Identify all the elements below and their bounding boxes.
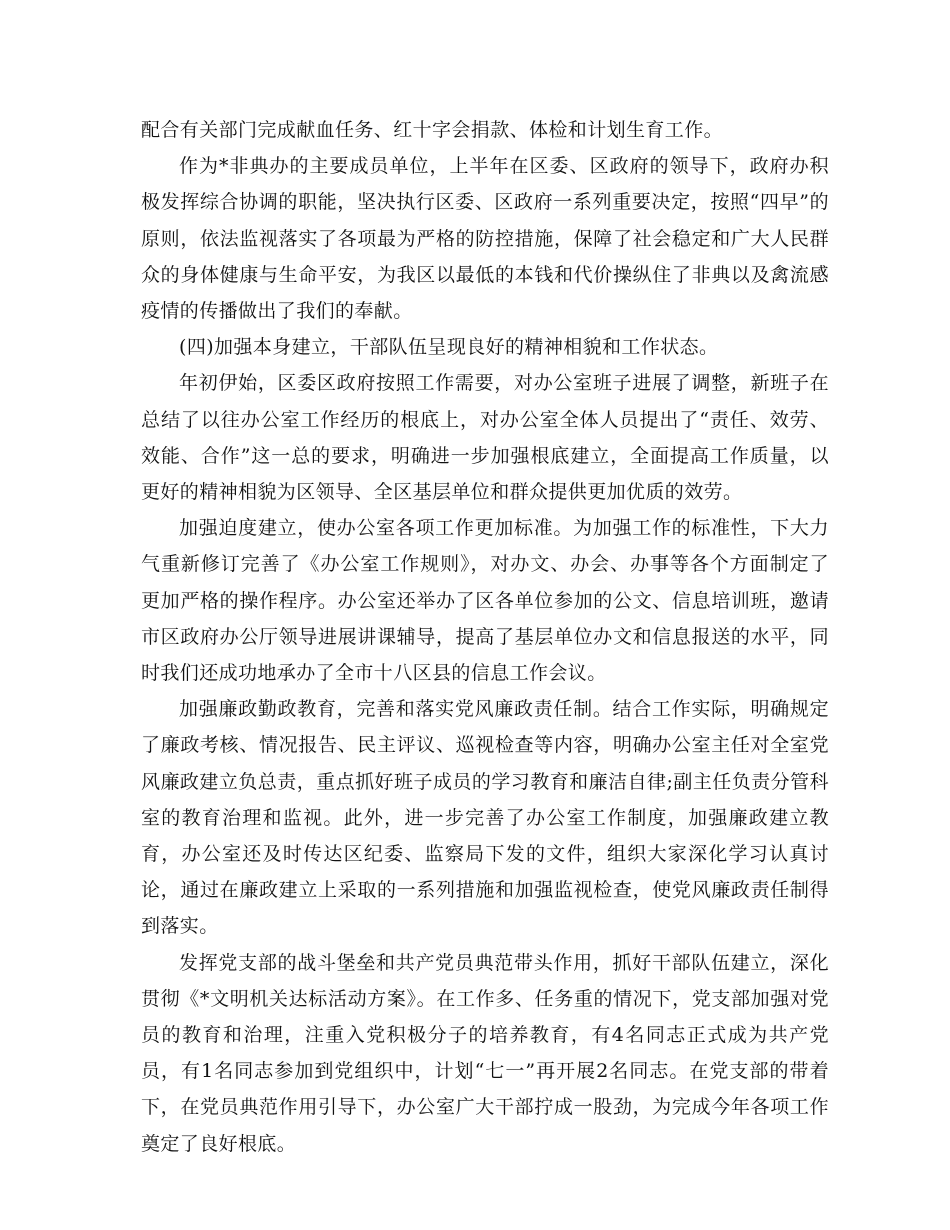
paragraph-6: 加强廉政勤政教育，完善和落实党风廉政责任制。结合工作实际，明确规定了廉政考核、情况报告、民主评议、巡视检查等内容，明确办公室主任对全室党风廉政建立负总责，重点抓好班子成员的学习教育和廉洁自律;副主任负责分管科室的教育治理和监视。此外，进一步完善了办公室工作制度，加强廉政建立教育，办公室还及时传达区纪委、监察局下发的文件，组织大家深化学习认真讨论，通过在廉政建立上采取的一系列措施和加强监视检查，使党风廉政责任制得到落实。	[141, 698, 829, 938]
paragraph-4: 年初伊始，区委区政府按照工作需要，对办公室班子进展了调整，新班子在总结了以往办公室工作经历的根底上，对办公室全体人员提出了“责任、效劳、效能、合作”这一总的要求，明确进一步加强根底建立，全面提高工作质量，以更好的精神相貌为区领导、全区基层单位和群众提供更加优质的效劳。	[141, 372, 829, 504]
paragraph-2: 作为*非典办的主要成员单位，上半年在区委、区政府的领导下，政府办积极发挥综合协调的职能，坚决执行区委、区政府一系列重要决定，按照“四早”的原则，依法监视落实了各项最为严格的防控措施，保障了社会稳定和广大人民群众的身体健康与生命平安，为我区以最低的本钱和代价操纵住了非典以及禽流感疫情的传播做出了我们的奉献。	[141, 155, 829, 323]
paragraph-1: 配合有关部门完成献血任务、红十字会捐款、体检和计划生育工作。	[141, 119, 724, 141]
paragraph-7: 发挥党支部的战斗堡垒和共产党员典范带头作用，抓好干部队伍建立，深化贯彻《*文明机关达标活动方案》。在工作多、任务重的情况下，党支部加强对党员的教育和治理，注重入党积极分子的培养教育，有4名同志正式成为共产党员，有1名同志参加到党组织中，计划“七一”再开展2名同志。在党支部的带着下，在党员典范作用引导下，办公室广大干部拧成一股劲，为完成今年各项工作奠定了良好根底。	[141, 951, 829, 1155]
section-heading: (四)加强本身建立，干部队伍呈现良好的精神相貌和工作状态。	[179, 336, 719, 359]
paragraph-5: 加强迫度建立，使办公室各项工作更加标准。为加强工作的标准性，下大力气重新修订完善了《办公室工作规则》，对办文、办会、办事等各个方面制定了更加严格的操作程序。办公室还举办了区各单位参加的公文、信息培训班，邀请市区政府办公厅领导进展讲课辅导，提高了基层单位办文和信息报送的水平，同时我们还成功地承办了全市十八区县的信息工作会议。	[141, 517, 829, 685]
document-body	[141, 112, 829, 1162]
